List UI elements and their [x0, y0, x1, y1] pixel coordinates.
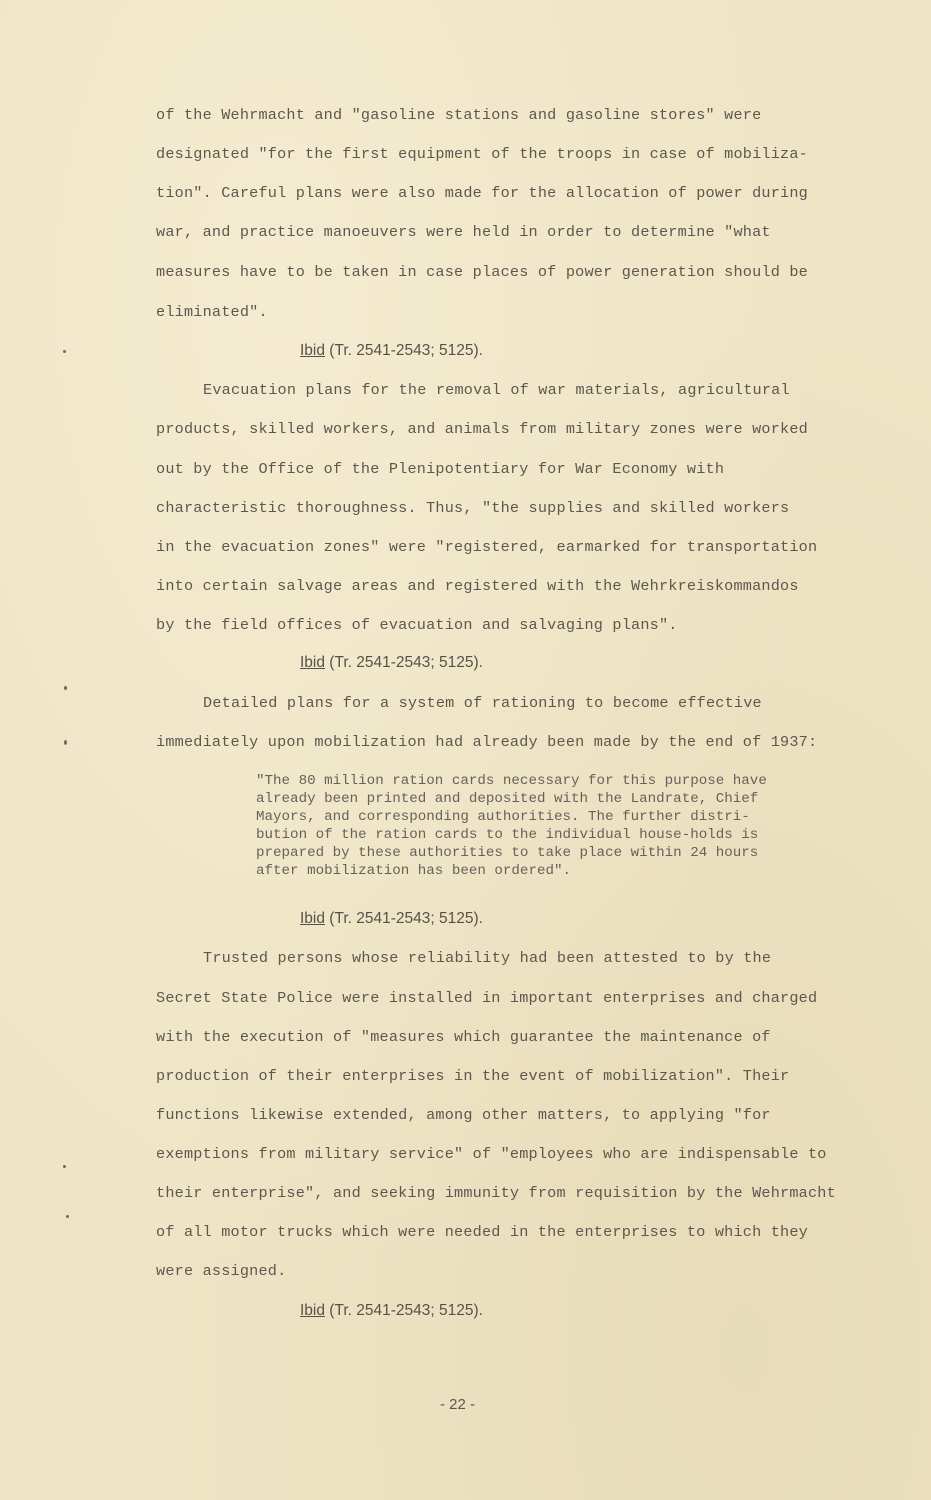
- text-line: products, skilled workers, and animals from military zones were worked: [156, 420, 808, 438]
- text-line: tion". Careful plans were also made for the allocation of power during: [156, 184, 808, 202]
- citation-ibid: Ibid: [300, 910, 325, 927]
- citation-ibid: Ibid: [300, 654, 325, 671]
- scan-speck: [64, 740, 67, 745]
- text-line: Detailed plans for a system of rationing to become effective: [203, 694, 762, 712]
- text-line: war, and practice manoeuvers were held in order to determine "what: [156, 223, 771, 241]
- citation: [300, 910, 483, 928]
- scan-speck: [64, 686, 67, 690]
- citation: [300, 1302, 483, 1320]
- text-line: Secret State Police were installed in important enterprises and charged: [156, 989, 818, 1007]
- text-line: Evacuation plans for the removal of war materials, agricultural: [203, 381, 790, 399]
- quote-line: bution of the ration cards to the individual house-holds is: [256, 827, 759, 843]
- citation: [300, 342, 483, 360]
- text-line: immediately upon mobilization had already been made by the end of 1937:: [156, 733, 818, 751]
- citation: [300, 654, 483, 672]
- quote-line: prepared by these authorities to take place within 24 hours: [256, 845, 759, 861]
- quote-line: after mobilization has been ordered".: [256, 863, 572, 879]
- text-line: eliminated".: [156, 303, 268, 321]
- text-line: with the execution of "measures which guarantee the maintenance of: [156, 1028, 771, 1046]
- text-line: characteristic thoroughness. Thus, "the supplies and skilled workers: [156, 499, 790, 517]
- quote-line: already been printed and deposited with the Landrate, Chief: [256, 791, 759, 807]
- text-line: Trusted persons whose reliability had been attested to by the: [203, 949, 772, 967]
- text-line: measures have to be taken in case places of power generation should be: [156, 263, 808, 281]
- quote-line: "The 80 million ration cards necessary for this purpose have: [256, 773, 767, 789]
- citation-reference: (Tr. 2541-2543; 5125).: [325, 910, 483, 927]
- text-line: of the Wehrmacht and "gasoline stations and gasoline stores" were: [156, 106, 762, 124]
- text-line: were assigned.: [156, 1262, 287, 1280]
- text-line: in the evacuation zones" were "registered, earmarked for transportation: [156, 538, 818, 556]
- citation-ibid: Ibid: [300, 342, 325, 359]
- text-line: exemptions from military service" of "employees who are indispensable to: [156, 1145, 827, 1163]
- text-line: into certain salvage areas and registered with the Wehrkreiskommandos: [156, 577, 799, 595]
- citation-reference: (Tr. 2541-2543; 5125).: [325, 342, 483, 359]
- block-quote: [256, 772, 767, 880]
- text-line: out by the Office of the Plenipotentiary for War Economy with: [156, 460, 725, 478]
- quote-line: Mayors, and corresponding authorities. The further distri-: [256, 809, 750, 825]
- text-line: by the field offices of evacuation and salvaging plans".: [156, 616, 678, 634]
- citation-reference: (Tr. 2541-2543; 5125).: [325, 654, 483, 671]
- text-line: of all motor trucks which were needed in the enterprises to which they: [156, 1223, 808, 1241]
- scan-speck: [66, 1215, 69, 1218]
- scan-speck: [63, 350, 66, 353]
- text-line: their enterprise", and seeking immunity from requisition by the Wehrmacht: [156, 1184, 836, 1202]
- text-line: production of their enterprises in the event of mobilization". Their: [156, 1067, 790, 1085]
- citation-reference: (Tr. 2541-2543; 5125).: [325, 1302, 483, 1319]
- text-line: designated "for the first equipment of the troops in case of mobiliza-: [156, 145, 808, 163]
- text-line: functions likewise extended, among other matters, to applying "for: [156, 1106, 771, 1124]
- citation-ibid: Ibid: [300, 1302, 325, 1319]
- scan-speck: [63, 1165, 66, 1168]
- page-number: - 22 -: [440, 1396, 476, 1413]
